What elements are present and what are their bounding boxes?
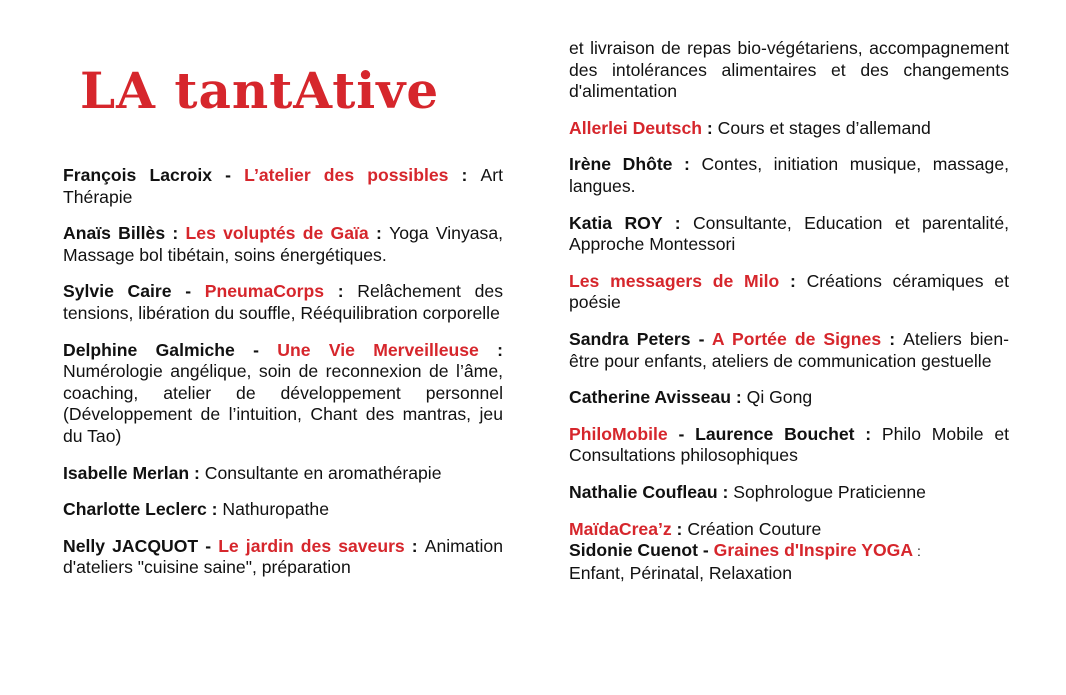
activity-description: Numérologie angélique, soin de reconnexion de l’âme, coaching, atelier de développement personnel (Développement de l’intuition, Chant des mantras, jeu du Tao) (63, 361, 503, 446)
entry-nelly-jacquot-continued (569, 38, 1009, 103)
logo-text: LA tantAtive (80, 61, 440, 120)
entry-isabelle-merlan: Isabelle Merlan : Consultante en aromathérapie (63, 462, 442, 483)
entry-nelly-jacquot: Nelly JACQUOT - Le jardin des saveurs : Animation d'ateliers "cuisine saine", préparation (63, 535, 503, 578)
activity-description: Sophrologue Praticienne (733, 481, 926, 502)
activity-description: Contes, initiation musique, massage, langues. (569, 154, 1009, 196)
entry-francois-lacroix: François Lacroix - L’atelier des possibles : Art Thérapie (63, 165, 504, 207)
entry-anais-billes: Anaïs Billès : Les voluptés de Gaïa : Yoga Vinyasa, Massage bol tibétain, soins énergétiques. (63, 223, 503, 265)
activity-description: Création Couture (687, 518, 822, 539)
activity-description: Consultante, Education et parentalité, Approche Montessori (569, 212, 1009, 255)
activity-description: Créations céramiques et poésie (569, 270, 1009, 313)
organization-name: Le jardin des saveurs (218, 535, 405, 556)
activity-description: Ateliers bien-être pour enfants, ateliers de communication gestuelle (569, 328, 1009, 371)
activity-description: Animation d'ateliers "cuisine saine", préparation (63, 535, 503, 578)
activity-description: Philo Mobile et Consultations philosophiques (569, 423, 1010, 466)
activity-description: Relâchement des tensions, libération du souffle, Rééquilibration corporelle (63, 281, 503, 323)
person-name: Isabelle Merlan (63, 462, 190, 483)
entry-sylvie-caire: Sylvie Caire - PneumaCorps : Relâchement des tensions, libération du souffle, Rééquilibration corporelle (63, 281, 503, 323)
person-name: Delphine Galmiche (63, 339, 235, 360)
activity-description: Nathuropathe (222, 499, 329, 520)
organization-name: Allerlei Deutsch (569, 117, 702, 138)
entry-maidacreaz: MaïdaCrea’z : Création Couture (569, 518, 822, 539)
activity-description: Consultante en aromathérapie (204, 462, 442, 483)
activity-description: Art Thérapie (63, 165, 504, 207)
entry-philomobile: PhiloMobile - Laurence Bouchet : Philo Mobile et Consultations philosophiques (569, 423, 1010, 466)
organization-name: Une Vie Merveilleuse (277, 339, 479, 360)
organization-name: Graines d'Inspire YOGA (713, 540, 914, 561)
activity-description: et livraison de repas bio-végétariens, accompagnement des intolérances alimentaires et des changements d'alimentation (569, 38, 1009, 102)
organization-name: MaïdaCrea’z (569, 518, 672, 539)
person-name: Charlotte Leclerc (63, 499, 207, 520)
right-column (569, 38, 1009, 599)
person-name: Sylvie Caire (63, 281, 172, 302)
activity-description: Qi Gong (746, 387, 813, 408)
person-name: Irène Dhôte (569, 154, 673, 175)
activity-description: Enfant, Périnatal, Relaxation (569, 562, 792, 583)
entry-sandra-peters: Sandra Peters - A Portée de Signes : Ateliers bien-être pour enfants, ateliers de communication gestuelle (569, 328, 1009, 371)
person-name: Sandra Peters (569, 328, 691, 349)
person-name: Laurence Bouchet (695, 423, 855, 444)
person-name: François Lacroix (63, 165, 213, 185)
person-name: Nathalie Coufleau (569, 481, 718, 502)
entry-katia-roy: Katia ROY : Consultante, Education et parentalité, Approche Montessori (569, 212, 1009, 255)
entry-charlotte-leclerc: Charlotte Leclerc : Nathuropathe (63, 499, 329, 520)
organization-name: PneumaCorps (204, 281, 325, 302)
tantative-logo (78, 40, 440, 122)
activity-description: Cours et stages d’allemand (717, 117, 931, 138)
activity-description: Yoga Vinyasa, Massage bol tibétain, soins énergétiques. (63, 223, 503, 265)
entry-allerlei-deutsch: Allerlei Deutsch : Cours et stages d’allemand (569, 117, 931, 138)
organization-name: L’atelier des possibles (244, 165, 449, 185)
person-name: Anaïs Billès (63, 223, 166, 244)
left-column (63, 165, 503, 594)
organization-name: Les voluptés de Gaïa (185, 223, 369, 244)
entry-catherine-avisseau: Catherine Avisseau : Qi Gong (569, 387, 813, 408)
organization-name: A Portée de Signes (711, 328, 882, 349)
person-name: Sidonie Cuenot (569, 540, 699, 561)
entry-irene-dhote: Irène Dhôte : Contes, initiation musique, massage, langues. (569, 154, 1009, 196)
entry-nathalie-coufleau: Nathalie Coufleau : Sophrologue Praticienne (569, 481, 926, 502)
person-name: Katia ROY (569, 212, 663, 233)
person-name: Catherine Avisseau (569, 387, 731, 408)
organization-name: PhiloMobile (569, 423, 668, 444)
entry-delphine-galmiche: Delphine Galmiche - Une Vie Merveilleuse : Numérologie angélique, soin de reconnexion de l’âme, coaching, atelier de développement personnel (Développement de l’intuition, Chant des mantras, jeu du Tao) (63, 339, 504, 446)
organization-name: Les messagers de Milo (569, 270, 780, 291)
person-name: Nelly JACQUOT (63, 535, 199, 556)
entry-sidonie-cuenot: Sidonie Cuenot - Graines d'Inspire YOGA : Enfant, Périnatal, Relaxation (569, 540, 921, 583)
entry-messagers-de-milo: Les messagers de Milo : Créations céramiques et poésie (569, 270, 1009, 313)
